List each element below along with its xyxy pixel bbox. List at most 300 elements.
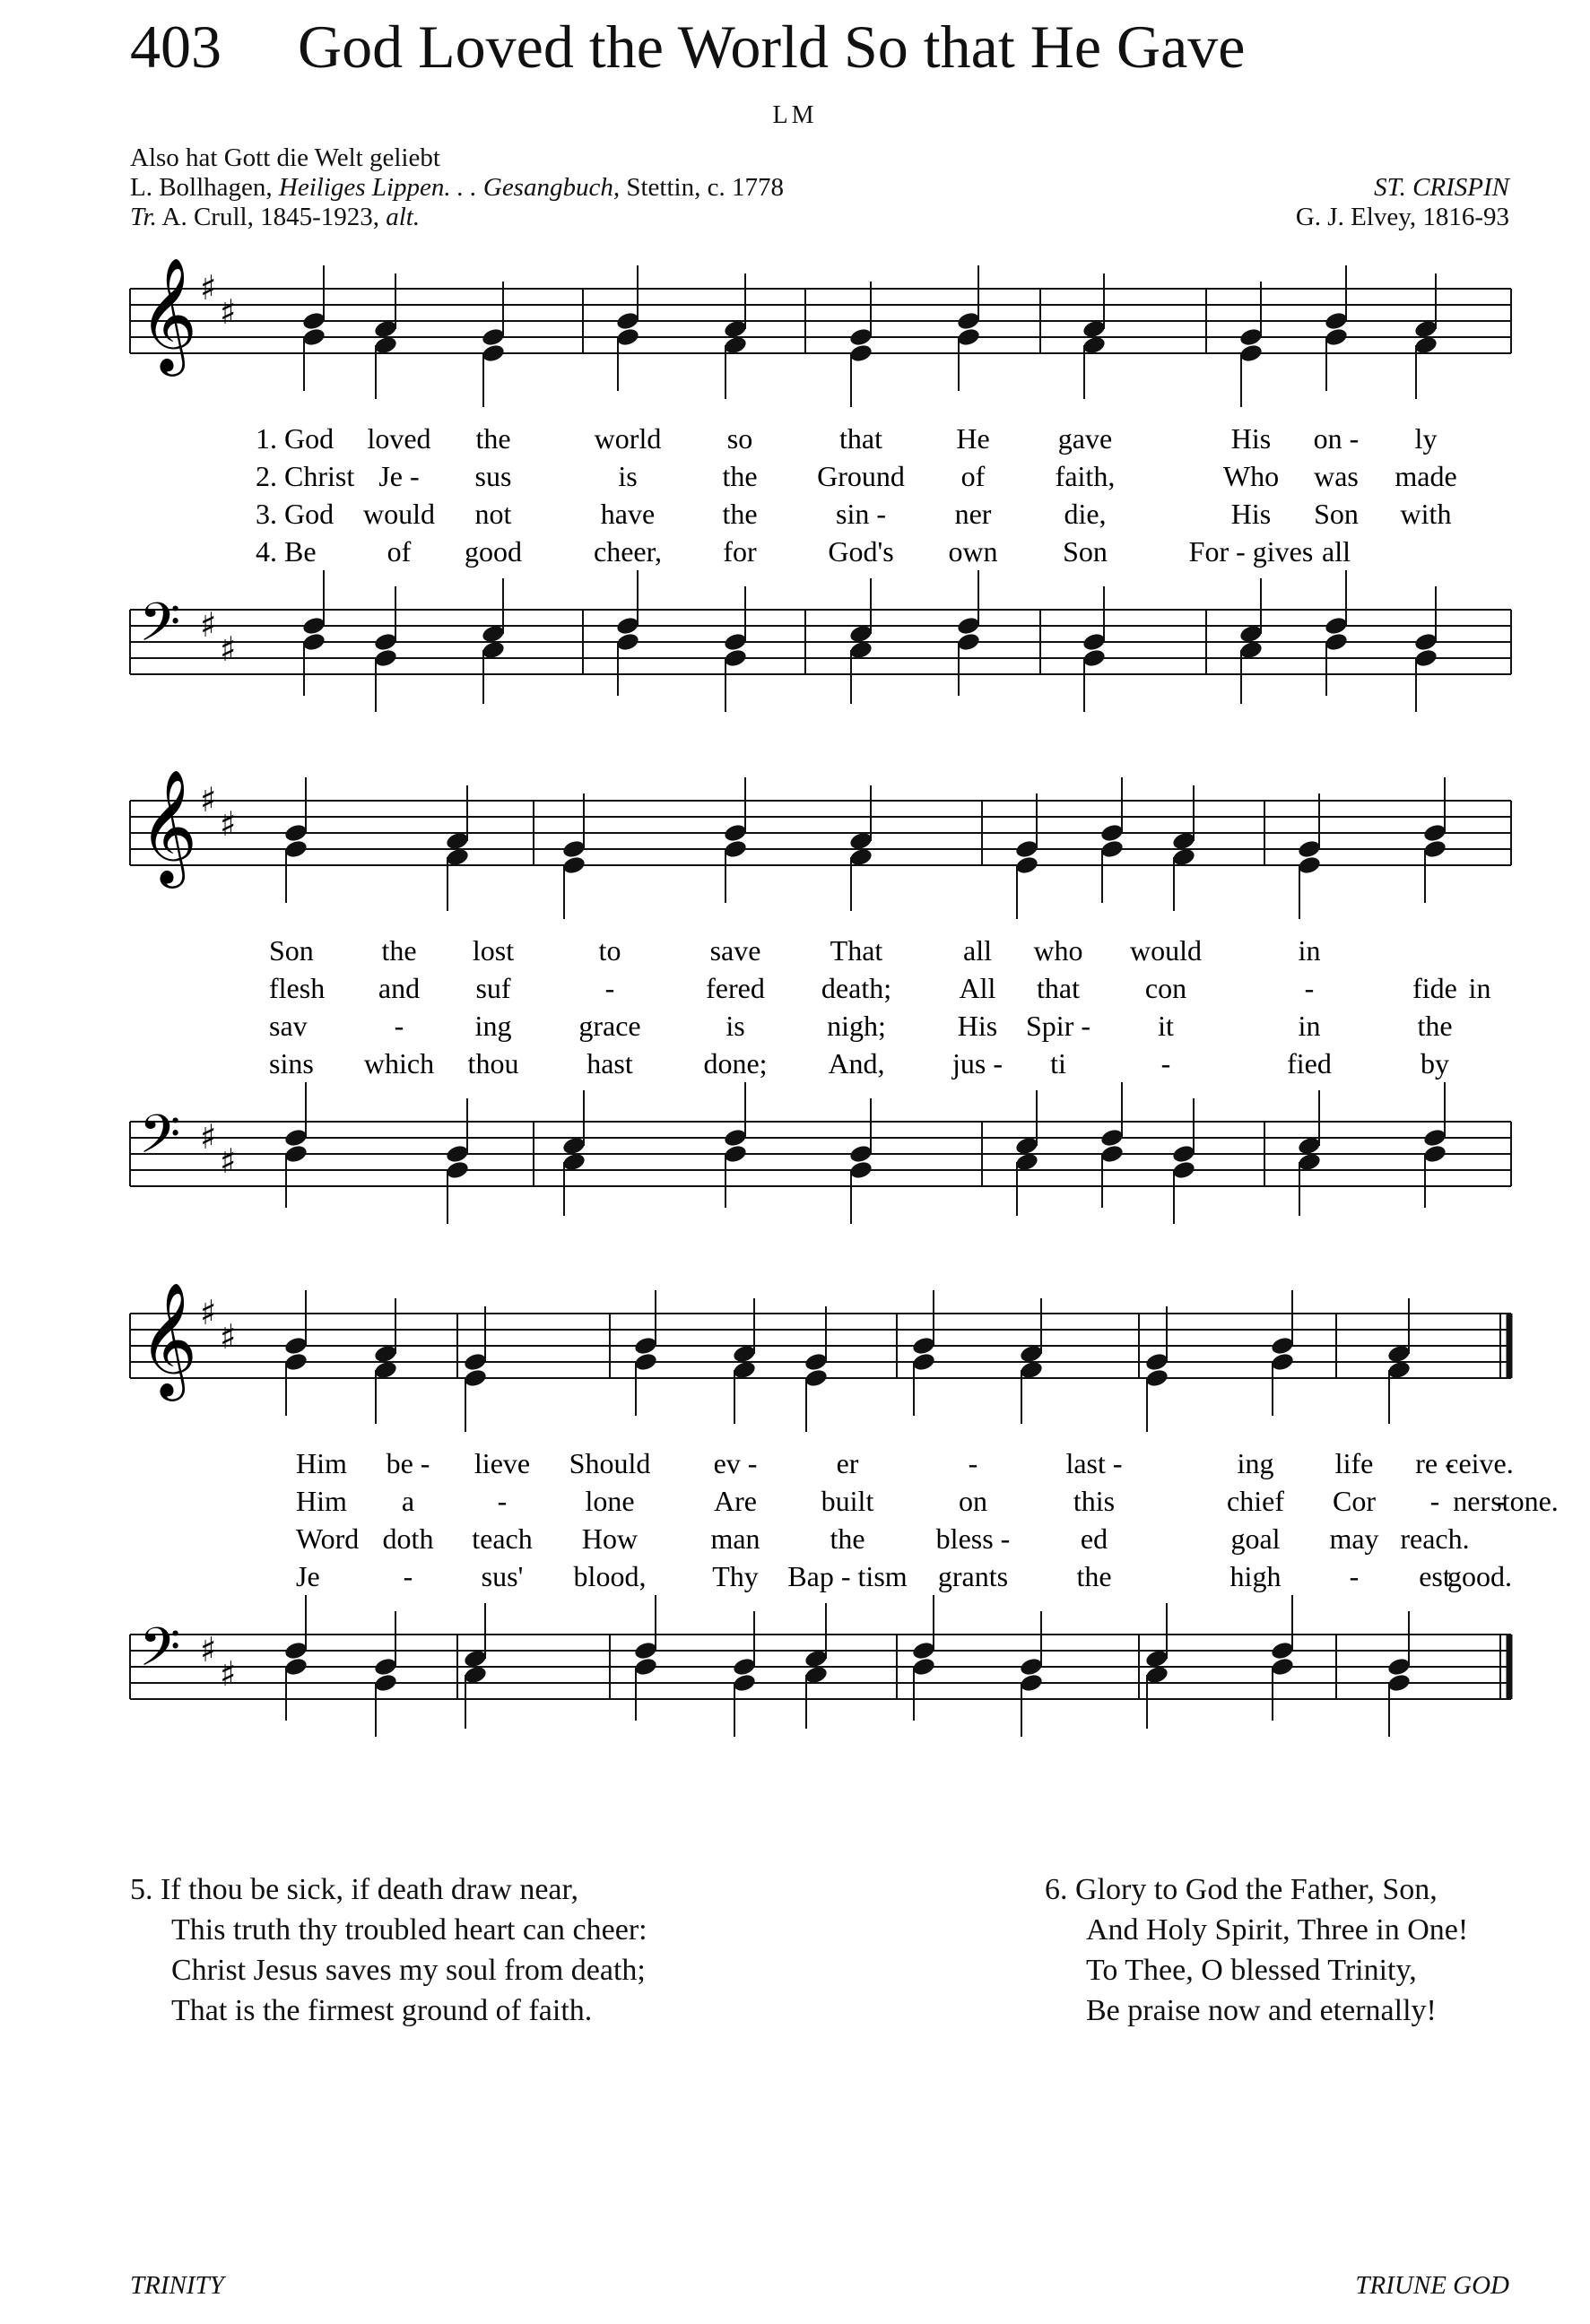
author-source: Heiliges Lippen. . . Gesangbuch, xyxy=(278,173,621,202)
treble-staff xyxy=(130,256,1511,407)
notehead xyxy=(481,343,506,363)
lyric-syllable: lost xyxy=(472,934,515,967)
lyric-syllable: that xyxy=(839,422,882,455)
notehead xyxy=(373,1672,398,1693)
lyric-syllable: - xyxy=(403,1560,413,1592)
lyric-syllable: with xyxy=(1400,498,1452,530)
notehead xyxy=(283,1335,308,1356)
lyric-syllable: re - xyxy=(1415,1447,1455,1479)
lyric-syllable: in xyxy=(1298,934,1321,967)
notehead xyxy=(481,326,506,347)
lyrics-block xyxy=(269,934,1490,1080)
lyric-syllable: sav xyxy=(269,1010,308,1042)
notehead xyxy=(1144,1351,1169,1372)
key-sharp-icon: ♯ xyxy=(220,1141,237,1181)
footer-section-right: TRIUNE GOD xyxy=(1355,2271,1509,2300)
treble-chord xyxy=(463,1306,488,1432)
treble-chord xyxy=(1422,777,1447,903)
translator-prefix: Tr. xyxy=(130,203,157,231)
notehead xyxy=(615,326,640,347)
notehead xyxy=(1386,1672,1412,1693)
notehead xyxy=(1270,1656,1295,1677)
system-3 xyxy=(130,1281,1559,1737)
system-2 xyxy=(130,768,1511,1224)
notehead xyxy=(1014,838,1039,859)
lyric-syllable: all xyxy=(1322,535,1351,568)
lyric-syllable: Him xyxy=(296,1485,347,1517)
notehead xyxy=(301,631,326,652)
lyric-syllable: ner - xyxy=(1453,1485,1507,1517)
lyric-syllable: not xyxy=(474,498,512,530)
lyric-syllable: Son xyxy=(1314,498,1359,530)
translator-alt: alt. xyxy=(386,203,421,231)
bass-chord xyxy=(723,586,748,712)
treble-staff xyxy=(130,768,1511,919)
bass-chord xyxy=(848,1098,873,1224)
lyric-syllable: high xyxy=(1229,1560,1282,1592)
bass-chord xyxy=(1324,570,1349,696)
notehead xyxy=(445,1159,470,1180)
lyrics-block xyxy=(256,422,1457,568)
notehead xyxy=(1238,343,1264,363)
stanza-6-line-1: 6. Glory to God the Father, Son, xyxy=(1045,1873,1438,1906)
key-sharp-icon: ♯ xyxy=(200,268,217,308)
notehead xyxy=(301,326,326,347)
lyric-syllable: on - xyxy=(1313,422,1360,455)
notehead xyxy=(911,1335,936,1356)
notehead xyxy=(1324,310,1349,331)
lyric-syllable: it xyxy=(1158,1010,1174,1042)
bass-chord xyxy=(283,1082,308,1208)
notehead xyxy=(633,1335,658,1356)
notehead xyxy=(732,1656,757,1677)
notehead xyxy=(463,1351,488,1372)
lyric-syllable: lone xyxy=(585,1485,635,1517)
lyric-syllable: ti xyxy=(1050,1047,1066,1080)
lyric-syllable: on xyxy=(959,1485,987,1517)
lyric-syllable: - xyxy=(968,1447,978,1479)
lyric-syllable: con xyxy=(1144,972,1187,1004)
lyric-syllable: Him xyxy=(296,1447,347,1479)
notehead xyxy=(1171,1159,1196,1180)
bass-chord xyxy=(1019,1611,1044,1737)
lyric-syllable: loved xyxy=(367,422,431,455)
notehead xyxy=(1099,1127,1125,1148)
stanza-5-line-2: This truth thy troubled heart can cheer: xyxy=(171,1913,647,1947)
notehead xyxy=(1014,854,1039,875)
lyric-syllable: fered xyxy=(706,972,765,1004)
notehead xyxy=(1422,822,1447,843)
notehead xyxy=(615,615,640,636)
lyric-syllable: life xyxy=(1334,1447,1374,1479)
lyric-syllable: faith, xyxy=(1055,460,1116,492)
lyric-syllable: His xyxy=(1230,498,1272,530)
lyric-syllable: ing xyxy=(1237,1447,1274,1479)
lyric-syllable: ly xyxy=(1414,422,1438,455)
lyric-syllable: fied xyxy=(1287,1047,1332,1080)
notehead xyxy=(956,326,981,347)
notehead xyxy=(1270,1351,1295,1372)
hymn-number: 403 xyxy=(130,13,222,81)
stanza-5 xyxy=(130,1869,647,2031)
notehead xyxy=(283,1351,308,1372)
original-title: Also hat Gott die Welt geliebt xyxy=(130,143,440,172)
treble-chord xyxy=(615,265,640,391)
lyric-syllable: is xyxy=(725,1010,745,1042)
notehead xyxy=(1413,647,1438,668)
lyric-syllable: Bap - tism xyxy=(787,1560,908,1592)
notehead xyxy=(1270,1640,1295,1661)
notehead xyxy=(848,343,873,363)
notehead xyxy=(445,1143,470,1164)
treble-chord xyxy=(301,265,326,391)
lyric-syllable: built xyxy=(821,1485,874,1517)
notehead xyxy=(848,1159,873,1180)
notehead xyxy=(283,1127,308,1148)
treble-chord xyxy=(1270,1290,1295,1416)
notehead xyxy=(723,647,748,668)
treble-chord xyxy=(1014,793,1039,919)
key-sharp-icon: ♯ xyxy=(220,1317,237,1357)
lyric-syllable: be - xyxy=(386,1447,430,1479)
notehead xyxy=(561,838,586,859)
bass-clef-icon: 𝄢 xyxy=(139,1103,181,1178)
notehead xyxy=(1099,1143,1125,1164)
lyric-syllable: by xyxy=(1421,1047,1449,1080)
lyric-syllable: own xyxy=(948,535,998,568)
treble-chord xyxy=(956,265,981,391)
lyric-syllable: Son xyxy=(269,934,314,967)
lyric-syllable: who xyxy=(1033,934,1083,967)
stanza-6 xyxy=(1045,1869,1468,2031)
key-sharp-icon: ♯ xyxy=(200,1117,217,1157)
notehead xyxy=(1082,631,1107,652)
system-1 xyxy=(130,256,1511,712)
bass-chord xyxy=(1270,1595,1295,1721)
lyric-syllable: Are xyxy=(714,1485,757,1517)
bass-staff xyxy=(130,1082,1511,1224)
lyric-syllable: the xyxy=(722,460,758,492)
treble-chord xyxy=(723,777,748,903)
lyric-syllable: - xyxy=(497,1485,508,1517)
stanza-6-line-3: To Thee, O blessed Trinity, xyxy=(1086,1954,1417,1987)
lyric-syllable: save xyxy=(709,934,761,967)
bass-clef-icon: 𝄢 xyxy=(139,1616,181,1691)
lyric-syllable: good. xyxy=(1447,1560,1512,1592)
notehead xyxy=(283,1143,308,1164)
lyric-syllable: hast xyxy=(586,1047,633,1080)
lyric-syllable: - xyxy=(394,1010,404,1042)
notehead xyxy=(301,615,326,636)
lyric-syllable: 2. Christ xyxy=(256,460,355,492)
notehead xyxy=(373,631,398,652)
treble-chord xyxy=(804,1306,829,1432)
lyric-syllable: Ground xyxy=(817,460,905,492)
notehead xyxy=(301,310,326,331)
lyric-syllable: ing xyxy=(474,1010,512,1042)
notehead xyxy=(283,822,308,843)
bass-chord xyxy=(373,586,398,712)
lyric-syllable: all xyxy=(963,934,992,967)
lyric-syllable: nigh; xyxy=(827,1010,886,1042)
lyric-syllable: - xyxy=(1349,1560,1360,1592)
key-sharp-icon: ♯ xyxy=(200,1630,217,1669)
key-sharp-icon: ♯ xyxy=(200,1293,217,1332)
notehead xyxy=(1297,838,1322,859)
notehead xyxy=(1422,1143,1447,1164)
bass-chord xyxy=(283,1595,308,1721)
notehead xyxy=(1324,326,1349,347)
lyric-syllable: God's xyxy=(828,535,894,568)
notehead xyxy=(1422,838,1447,859)
notehead xyxy=(804,1351,829,1372)
lyric-syllable: ed xyxy=(1080,1522,1108,1555)
lyric-syllable: doth xyxy=(382,1522,434,1555)
lyric-syllable: est xyxy=(1419,1560,1451,1592)
lyric-syllable: ner xyxy=(954,498,992,530)
notehead xyxy=(848,326,873,347)
lyric-syllable: would xyxy=(363,498,435,530)
notehead xyxy=(283,1640,308,1661)
bass-chord xyxy=(301,570,326,696)
stanza-6-line-2: And Holy Spirit, Three in One! xyxy=(1086,1913,1469,1947)
lyric-syllable: gave xyxy=(1057,422,1113,455)
tune-name: ST. CRISPIN xyxy=(1374,173,1509,202)
notehead xyxy=(1422,1127,1447,1148)
notehead xyxy=(1099,822,1125,843)
lyric-syllable: to xyxy=(598,934,621,967)
treble-clef-icon: 𝄞 xyxy=(139,768,198,883)
bass-chord xyxy=(1082,586,1107,712)
lyric-syllable: the xyxy=(381,934,417,967)
treble-clef-icon: 𝄞 xyxy=(139,1281,198,1396)
bass-chord xyxy=(1413,586,1438,712)
lyric-syllable: last - xyxy=(1065,1447,1123,1479)
lyric-syllable: that xyxy=(1037,972,1080,1004)
lyric-syllable: the xyxy=(722,498,758,530)
key-sharp-icon: ♯ xyxy=(220,292,237,332)
notehead xyxy=(1297,854,1322,875)
lyric-syllable: and xyxy=(378,972,421,1004)
bass-staff xyxy=(130,570,1511,712)
lyric-syllable: 1. God xyxy=(256,422,335,455)
lyric-syllable: Word xyxy=(296,1522,360,1555)
lyric-syllable: die, xyxy=(1064,498,1107,530)
lyric-syllable: stone. xyxy=(1490,1485,1559,1517)
lyric-syllable: in xyxy=(1468,972,1491,1004)
treble-clef-icon: 𝄞 xyxy=(139,256,198,371)
notehead xyxy=(1082,647,1107,668)
notehead xyxy=(1171,1143,1196,1164)
lyric-syllable: Should xyxy=(569,1447,651,1479)
notehead xyxy=(956,615,981,636)
notehead xyxy=(633,1656,658,1677)
notehead xyxy=(956,310,981,331)
notehead xyxy=(1099,838,1125,859)
lyric-syllable: of xyxy=(960,460,986,492)
notehead xyxy=(732,1672,757,1693)
notehead xyxy=(283,1656,308,1677)
lyric-syllable: For - gives xyxy=(1188,535,1314,568)
bass-chord xyxy=(633,1595,658,1721)
lyric-syllable: would xyxy=(1130,934,1202,967)
lyric-syllable: grace xyxy=(578,1010,641,1042)
lyric-syllable: the xyxy=(475,422,511,455)
treble-chord xyxy=(283,1290,308,1416)
lyric-syllable: so xyxy=(726,422,753,455)
bass-chord xyxy=(445,1098,470,1224)
lyric-syllable: flesh xyxy=(269,972,326,1004)
lyric-syllable: - xyxy=(1429,1485,1440,1517)
notehead xyxy=(848,1143,873,1164)
notehead xyxy=(1386,1656,1412,1677)
lyric-syllable: And, xyxy=(828,1047,885,1080)
notehead xyxy=(283,838,308,859)
translator-name: A. Crull, 1845-1923, xyxy=(156,203,387,231)
notehead xyxy=(804,1367,829,1388)
bass-chord xyxy=(615,570,640,696)
key-sharp-icon: ♯ xyxy=(220,629,237,669)
lyric-syllable: lieve xyxy=(474,1447,531,1479)
lyric-syllable: Thy xyxy=(712,1560,759,1592)
lyric-syllable: reach. xyxy=(1400,1522,1470,1555)
treble-chord xyxy=(911,1290,936,1416)
lyric-syllable: is xyxy=(618,460,638,492)
stanza-5-line-3: Christ Jesus saves my soul from death; xyxy=(171,1954,646,1987)
composer-credit: G. J. Elvey, 1816-93 xyxy=(1295,203,1509,231)
author-prefix: L. Bollhagen, xyxy=(130,173,279,202)
lyric-syllable: That xyxy=(830,934,883,967)
lyric-syllable: Spir - xyxy=(1026,1010,1090,1042)
notehead xyxy=(615,310,640,331)
lyric-syllable: cheer, xyxy=(594,535,662,568)
notehead xyxy=(633,1640,658,1661)
lyric-syllable: may xyxy=(1329,1522,1379,1555)
lyric-syllable: good xyxy=(465,535,522,568)
lyric-syllable: which xyxy=(363,1047,435,1080)
treble-chord xyxy=(1324,265,1349,391)
treble-chord xyxy=(848,282,873,407)
bass-chord xyxy=(911,1595,936,1721)
bass-chord xyxy=(1386,1611,1412,1737)
notehead xyxy=(1019,1656,1044,1677)
treble-chord xyxy=(481,282,506,407)
lyric-syllable: teach xyxy=(472,1522,533,1555)
lyric-syllable: man xyxy=(710,1522,760,1555)
meter: LM xyxy=(772,101,818,129)
notehead xyxy=(373,647,398,668)
notehead xyxy=(1324,615,1349,636)
lyric-syllable: sin - xyxy=(836,498,886,530)
lyric-syllable: His xyxy=(1230,422,1272,455)
lyric-syllable: 4. Be xyxy=(256,535,317,568)
lyric-syllable: in xyxy=(1298,1010,1321,1042)
lyric-syllable: Who xyxy=(1222,460,1280,492)
lyric-syllable: made xyxy=(1395,460,1457,492)
lyric-syllable: chief xyxy=(1227,1485,1284,1517)
lyric-syllable: All xyxy=(959,972,996,1004)
lyric-syllable: death; xyxy=(821,972,892,1004)
lyric-syllable: blood, xyxy=(573,1560,647,1592)
lyric-syllable: the xyxy=(830,1522,865,1555)
stanza-5-line-4: That is the firmest ground of faith. xyxy=(171,1994,593,2027)
treble-chord xyxy=(1099,777,1125,903)
notehead xyxy=(911,1640,936,1661)
treble-chord xyxy=(633,1290,658,1416)
lyric-syllable: the xyxy=(1417,1010,1453,1042)
stanza-6-line-4: Be praise now and eternally! xyxy=(1086,1994,1437,2027)
lyric-syllable: sins xyxy=(269,1047,314,1080)
lyric-syllable: ev - xyxy=(713,1447,758,1479)
lyric-syllable: How xyxy=(581,1522,639,1555)
lyric-syllable: this xyxy=(1073,1485,1116,1517)
lyric-syllable: Cor xyxy=(1333,1485,1376,1517)
bass-chord xyxy=(1422,1082,1447,1208)
footer-section-left: TRINITY xyxy=(130,2271,224,2300)
notehead xyxy=(723,631,748,652)
lyric-syllable: world xyxy=(594,422,662,455)
notehead xyxy=(911,1656,936,1677)
lyric-syllable: - xyxy=(1304,972,1315,1004)
notehead xyxy=(723,1143,748,1164)
lyric-syllable: er xyxy=(836,1447,859,1479)
treble-chord xyxy=(1144,1306,1169,1432)
bass-staff xyxy=(130,1595,1511,1737)
notehead xyxy=(1324,631,1349,652)
stanza-5-line-1: 5. If thou be sick, if death draw near, xyxy=(130,1873,578,1906)
treble-chord xyxy=(561,793,586,919)
author-suffix: Stettin, c. 1778 xyxy=(620,173,784,202)
bass-chord xyxy=(956,570,981,696)
lyric-syllable: have xyxy=(600,498,656,530)
treble-staff xyxy=(130,1281,1511,1432)
notehead xyxy=(1238,326,1264,347)
lyric-syllable: 3. God xyxy=(256,498,335,530)
notehead xyxy=(463,1367,488,1388)
lyric-syllable: Son xyxy=(1063,535,1108,568)
lyric-syllable: done; xyxy=(703,1047,768,1080)
bass-chord xyxy=(373,1611,398,1737)
lyric-syllable: a xyxy=(401,1485,415,1517)
bass-chord xyxy=(1171,1098,1196,1224)
lyric-syllable: sus' xyxy=(481,1560,524,1592)
bass-chord xyxy=(723,1082,748,1208)
key-sharp-icon: ♯ xyxy=(220,1654,237,1694)
notehead xyxy=(723,838,748,859)
lyric-syllable: bless - xyxy=(935,1522,1011,1555)
lyrics-block xyxy=(296,1447,1559,1592)
lyric-syllable: of xyxy=(387,535,412,568)
lyric-syllable: Je xyxy=(296,1560,320,1592)
lyric-syllable: the xyxy=(1076,1560,1112,1592)
lyric-syllable: sus xyxy=(474,460,512,492)
lyric-syllable: was xyxy=(1314,460,1359,492)
notehead xyxy=(1144,1367,1169,1388)
lyric-syllable: Je - xyxy=(378,460,420,492)
lyric-syllable: grants xyxy=(937,1560,1009,1592)
notehead xyxy=(561,854,586,875)
lyric-syllable: fide xyxy=(1412,972,1457,1004)
lyric-syllable: for xyxy=(723,535,757,568)
notehead xyxy=(723,1127,748,1148)
key-sharp-icon: ♯ xyxy=(200,780,217,819)
hymn-title: God Loved the World So that He Gave xyxy=(298,13,1246,81)
notehead xyxy=(1270,1335,1295,1356)
lyric-syllable: - xyxy=(1160,1047,1171,1080)
notehead xyxy=(1413,631,1438,652)
lyric-syllable: suf xyxy=(475,972,511,1004)
bass-chord xyxy=(732,1611,757,1737)
